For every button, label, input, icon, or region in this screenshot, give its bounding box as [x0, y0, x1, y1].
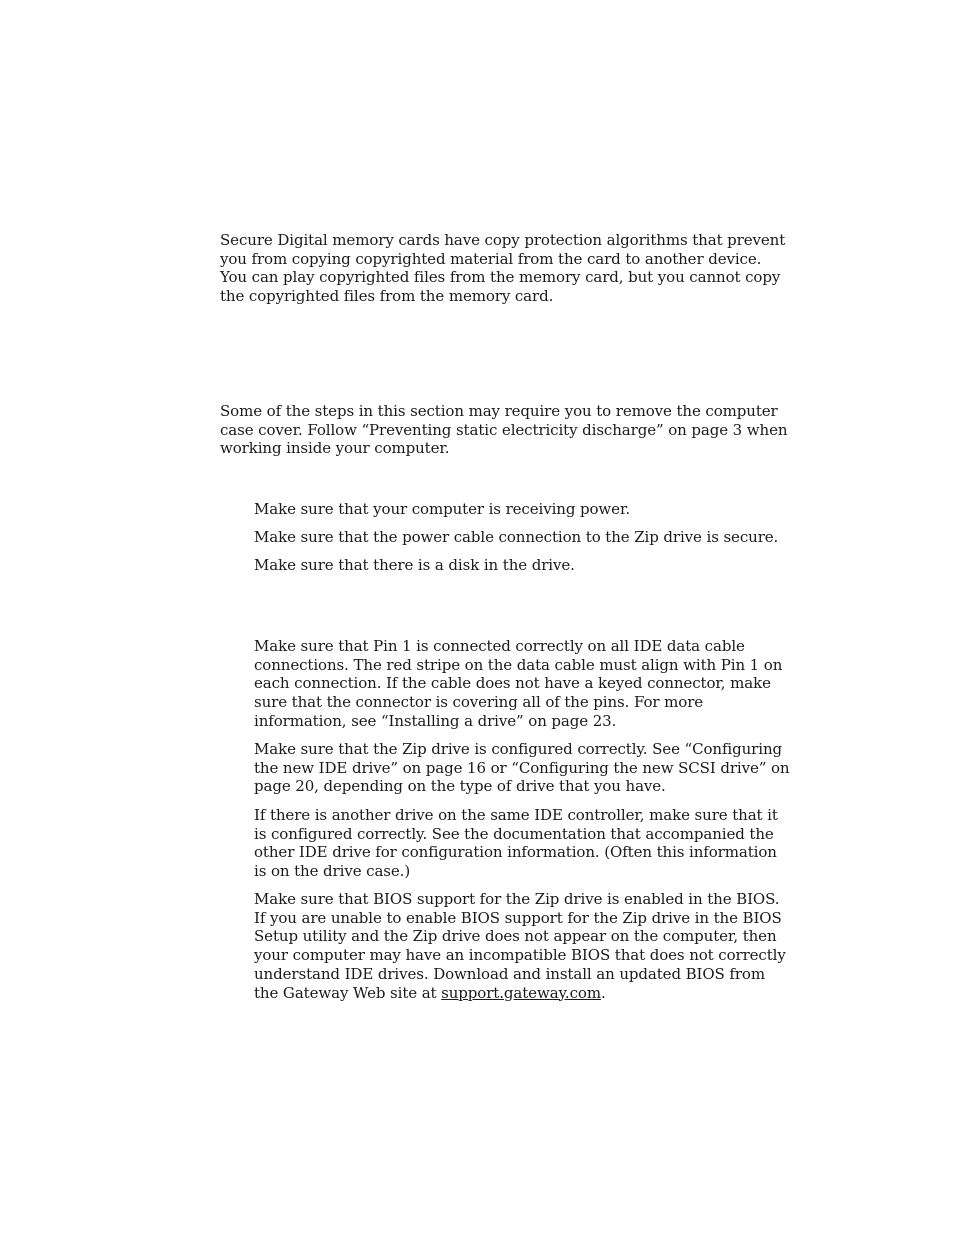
bios-check-period: . — [600, 983, 606, 1002]
bios-check-text: Make sure that BIOS support for the Zip drive is enabled in the BIOS. If you are unable to enable BIOS support for the Zip drive in the BIOS Setup utility and the Zip drive does not appear on the computer, then your computer may have an incompatible BIOS that does not correctly understand IDE drives. Download and install an updated BIOS from the Gateway Web site at — [254, 890, 786, 1002]
check-other-ide-drive: If there is another drive on the same IDE controller, make sure that it is configured correctly. See the documentation that accompanied the other IDE drive for configuration information. (Often this information is on the drive case.) — [254, 806, 778, 881]
check-computer-power: Make sure that your computer is receiving power. — [254, 500, 631, 518]
sd-card-copy-protection-note: Secure Digital memory cards have copy protection algorithms that prevent you from copying copyrighted material from the card to another device. You can play copyrighted files from the memory card, but you cannot copy the copyrighted files from the memory card. — [220, 231, 786, 306]
check-pin-1-connection: Make sure that Pin 1 is connected correctly on all IDE data cable connections. The red stripe on the data cable must align with Pin 1 on each connection. If the cable does not have a keyed connector, make sure that the connector is covering all of the pins. For more information, see “Installing a drive” on page 23. — [254, 637, 783, 730]
check-disk-in-drive: Make sure that there is a disk in the drive. — [254, 556, 575, 574]
check-power-cable: Make sure that the power cable connection to the Zip drive is secure. — [254, 528, 779, 546]
case-cover-static-note: Some of the steps in this section may require you to remove the computer case cover. Follow “Preventing static electricity discharge” on page 3 when working inside your computer. — [220, 402, 788, 458]
check-zip-drive-configuration: Make sure that the Zip drive is configured correctly. See “Configuring the new IDE drive” on page 16 or “Configuring the new SCSI drive” on page 20, depending on the type of drive that you have. — [254, 740, 790, 796]
check-bios-support — [254, 890, 790, 1002]
support-gateway-link[interactable]: support.gateway.com — [441, 983, 601, 1002]
